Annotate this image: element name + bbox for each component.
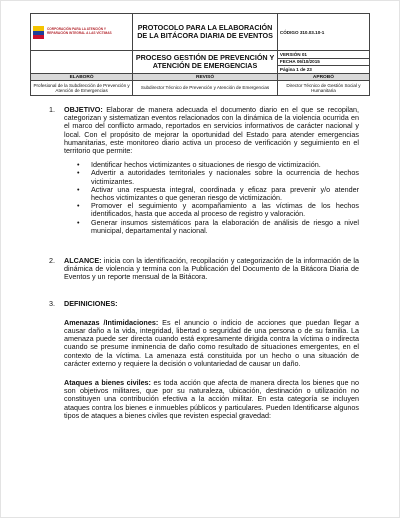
definition-term: Ataques a bienes civiles: <box>64 378 151 388</box>
list-item: • Promover el seguimiento y acompañamiento a las víctimas de los hechos identificados, hasta que acceda al proceso de registro y valoración. <box>77 202 359 218</box>
definition-item <box>64 379 359 420</box>
section-number: 3. <box>49 298 55 308</box>
role-name-aprobo: Director Técnico de Gestión Social y Humanitaria <box>277 81 369 96</box>
section-definiciones <box>49 300 359 308</box>
section-label: DEFINICIONES: <box>64 298 118 308</box>
document-version: VERSIÓN 01 <box>277 51 369 59</box>
section-label: ALCANCE: <box>64 256 102 266</box>
process-title: PROCESO GESTIÓN DE PREVENCIÓN Y ATENCIÓN DE EMERGENCIAS <box>133 51 278 74</box>
list-item: • Advertir a autoridades territoriales y nacionales sobre la ocurrencia de hechos victimizantes. <box>77 169 359 185</box>
definitions-list <box>64 319 359 420</box>
document-title: PROTOCOLO PARA LA ELABORACIÓN DE LA BITÁCORA DIARIA DE EVENTOS <box>133 14 278 51</box>
section-objetivo <box>49 106 359 155</box>
role-name-elaboro: Profesional de la Subdirección de Prevención y Atención de Emergencias <box>31 81 133 96</box>
logo-text: CORPORACIÓN PARA LA ATENCIÓN Y REPARACIÓN INTEGRAL A LAS VÍCTIMAS <box>47 27 112 35</box>
definition-term: Amenazas /Intimidaciones: <box>64 317 159 327</box>
list-item: • Identificar hechos victimizantes o situaciones de riesgo de victimización. <box>77 161 359 169</box>
role-head-elaboro: ELABORÓ <box>31 74 133 81</box>
section-alcance <box>49 257 359 282</box>
definition-text: Es el anuncio o indicio de acciones que puedan llegar a causar daño a la vida, integridad, libertad o seguridad de una persona o de su familia. La amenaza puede ser directa cuando está expresamente dirigida contra la víctima o indirecta cuando se presume inminencia de daño como resultado de situaciones emergentes, en el contexto de la víctima. La amenaza está constituida por un hecho o una situación de carácter externo y requiere la decisión o voluntariedad de causar un daño. <box>64 317 360 368</box>
section-text: inicia con la identificación, recopilación y categorización de la información de la dinámica de violencia y termina con la Publicación del Documento de la Bitácora Diaria de Eventos y un reporte mensual de la Bitácora. <box>64 256 359 282</box>
role-name-reviso: Subdirector Técnico de Prevención y Atención de Emergencias <box>133 81 278 96</box>
section-number: 1. <box>49 105 55 114</box>
definition-item <box>64 319 359 368</box>
document-body <box>49 106 359 420</box>
document-header-table <box>30 13 370 96</box>
definition-text: es toda acción que afecta de manera directa los bienes que no son objetivos militares, que por su naturaleza, ubicación, destinación o utilización no constituyen una contribución efectiva a la acción militar. En esta categoría se incluyen ataques contra los bienes e inmuebles públicos y particulares. Pueden Identificarse algunos tipos de ataques a bienes civiles que revisten especial gravedad: <box>64 378 360 420</box>
page-count: Página 1 de 23 <box>277 66 369 74</box>
list-item: • Activar una respuesta integral, coordinada y eficaz para prevenir y/o atender hechos victimizantes o que generan riesgo de victimización. <box>77 186 359 202</box>
section-number: 2. <box>49 256 55 266</box>
role-head-reviso: REVISÓ <box>133 74 278 81</box>
flag-seal-icon <box>33 26 44 39</box>
document-code: CÓDIGO 310.03.10-1 <box>277 14 369 51</box>
logo-spacer <box>31 51 133 74</box>
document-date: FECHA 06/10/2015 <box>277 58 369 66</box>
section-label: OBJETIVO: <box>64 105 103 114</box>
role-head-aprobo: APROBÓ <box>277 74 369 81</box>
logo-cell <box>31 14 133 51</box>
list-item: • Generar insumos sistemáticos para la elaboración de análisis de riesgo a nivel municipal, departamental y nacional. <box>77 219 359 235</box>
objective-bullet-list <box>77 161 359 235</box>
institution-logo <box>33 26 130 39</box>
section-text: Elaborar de manera adecuada el documento diario en el que se recopilan, categorizan y sistematizan eventos relacionados con la dinámica de la violencia ocurrida en el marco del conflicto armado, reportados en servicios informativos de carácter nacional y local. Con el propósito de mejorar la oportunidad del Estado para atender emergencias humanitarias, este monitoreo diario activa un proceso de verificación y seguimiento en el territorio que permite: <box>64 105 359 156</box>
